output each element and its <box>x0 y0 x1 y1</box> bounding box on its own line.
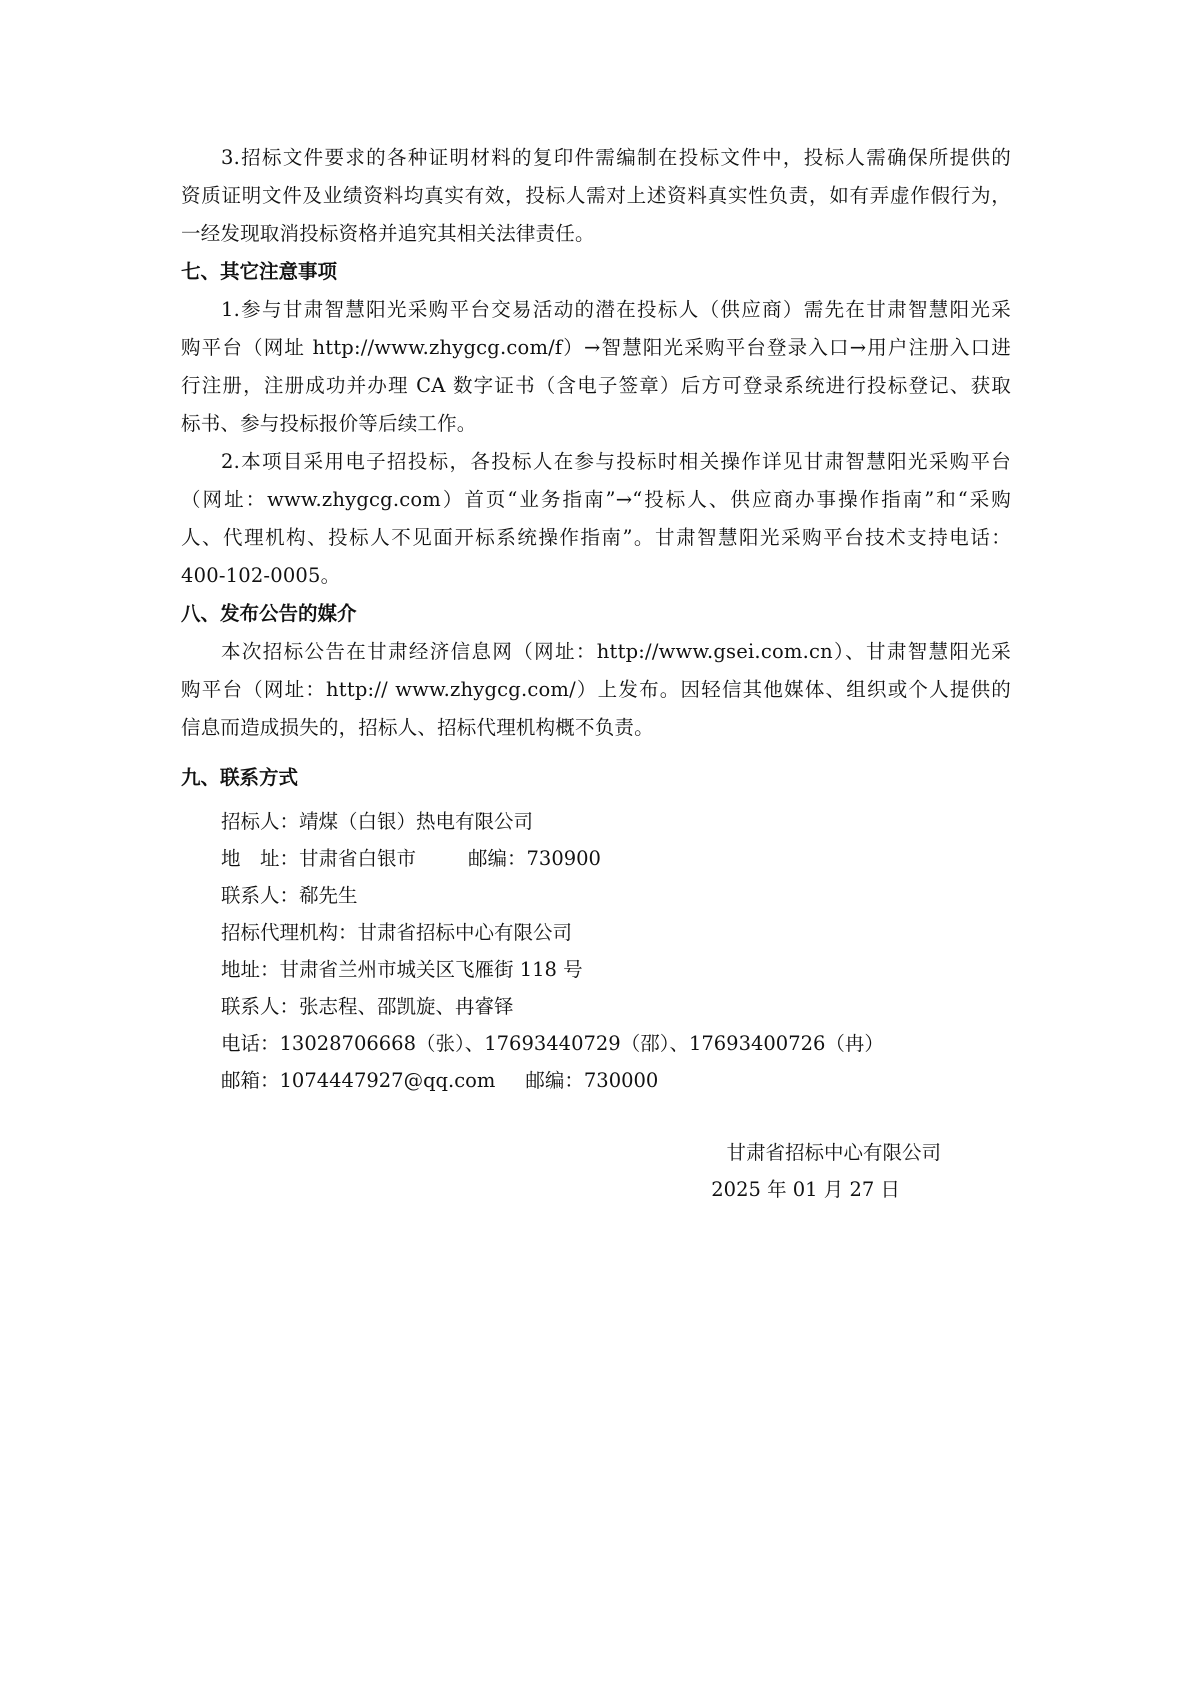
paragraph-line: 1.参与甘肃智慧阳光采购平台交易活动的潜在投标人（供应商）需先在甘肃智慧阳光采 <box>221 298 1011 321</box>
paragraph-line: （网址：www.zhygcg.com）首页“业务指南”→“投标人、供应商办事操作指南”和“采购 <box>181 488 1011 511</box>
email-line <box>221 1061 658 1101</box>
paragraph-line: 400-102-0005。 <box>181 564 341 587</box>
agency-contacts-line: 联系人：张志程、邵凯旋、冉睿铎 <box>221 995 514 1018</box>
paragraph-line: 购平台（网址 http://www.zhygcg.com/f）→智慧阳光采购平台登录入口→用户注册入口进 <box>181 336 1011 359</box>
section-heading-7: 七、其它注意事项 <box>181 260 338 283</box>
paragraph-line: 人、代理机构、投标人不见面开标系统操作指南”。甘肃智慧阳光采购平台技术支持电话： <box>181 526 1011 549</box>
postcode-label: 邮编：730900 <box>468 847 601 870</box>
tenderer-line: 招标人：靖煤（白银）热电有限公司 <box>221 810 534 833</box>
signature-org: 甘肃省招标中心有限公司 <box>726 1141 941 1164</box>
section-heading-9: 九、联系方式 <box>181 766 299 789</box>
contact-person-line: 联系人：郗先生 <box>221 884 358 907</box>
address-label: 地 址：甘肃省白银市 <box>221 847 417 870</box>
paragraph-line: 行注册，注册成功并办理 CA 数字证书（含电子签章）后方可登录系统进行投标登记、获取 <box>181 374 1011 397</box>
email-text: 邮箱：1074447927@qq.com <box>221 1069 496 1092</box>
paragraph-line: 标书、参与投标报价等后续工作。 <box>181 412 477 435</box>
signature-date: 2025 年 01 月 27 日 <box>711 1178 900 1201</box>
phone-line: 电话：13028706668（张）、17693440729（邵）、17693400726（冉） <box>221 1032 884 1055</box>
paragraph-line: 信息而造成损失的，招标人、招标代理机构概不负责。 <box>181 716 654 739</box>
paragraph-line: 一经发现取消投标资格并追究其相关法律责任。 <box>181 222 595 245</box>
section-heading-8: 八、发布公告的媒介 <box>181 602 357 625</box>
paragraph-line: 本次招标公告在甘肃经济信息网（网址：http://www.gsei.com.cn）、甘肃智慧阳光采 <box>221 640 1011 663</box>
paragraph-line: 2.本项目采用电子招投标，各投标人在参与投标时相关操作详见甘肃智慧阳光采购平台 <box>221 450 1011 473</box>
paragraph-line: 购平台（网址：http:// www.zhygcg.com/）上发布。因轻信其他媒体、组织或个人提供的 <box>181 678 1011 701</box>
postcode-label: 邮编：730000 <box>525 1069 659 1092</box>
agency-address-line: 地址：甘肃省兰州市城关区飞雁街 118 号 <box>221 958 583 981</box>
paragraph-line: 3.招标文件要求的各种证明材料的复印件需编制在投标文件中，投标人需确保所提供的 <box>221 146 1011 169</box>
address-line <box>221 839 601 879</box>
paragraph-line: 资质证明文件及业绩资料均真实有效，投标人需对上述资料真实性负责，如有弄虚作假行为， <box>181 184 1011 207</box>
agency-line: 招标代理机构：甘肃省招标中心有限公司 <box>221 921 573 944</box>
